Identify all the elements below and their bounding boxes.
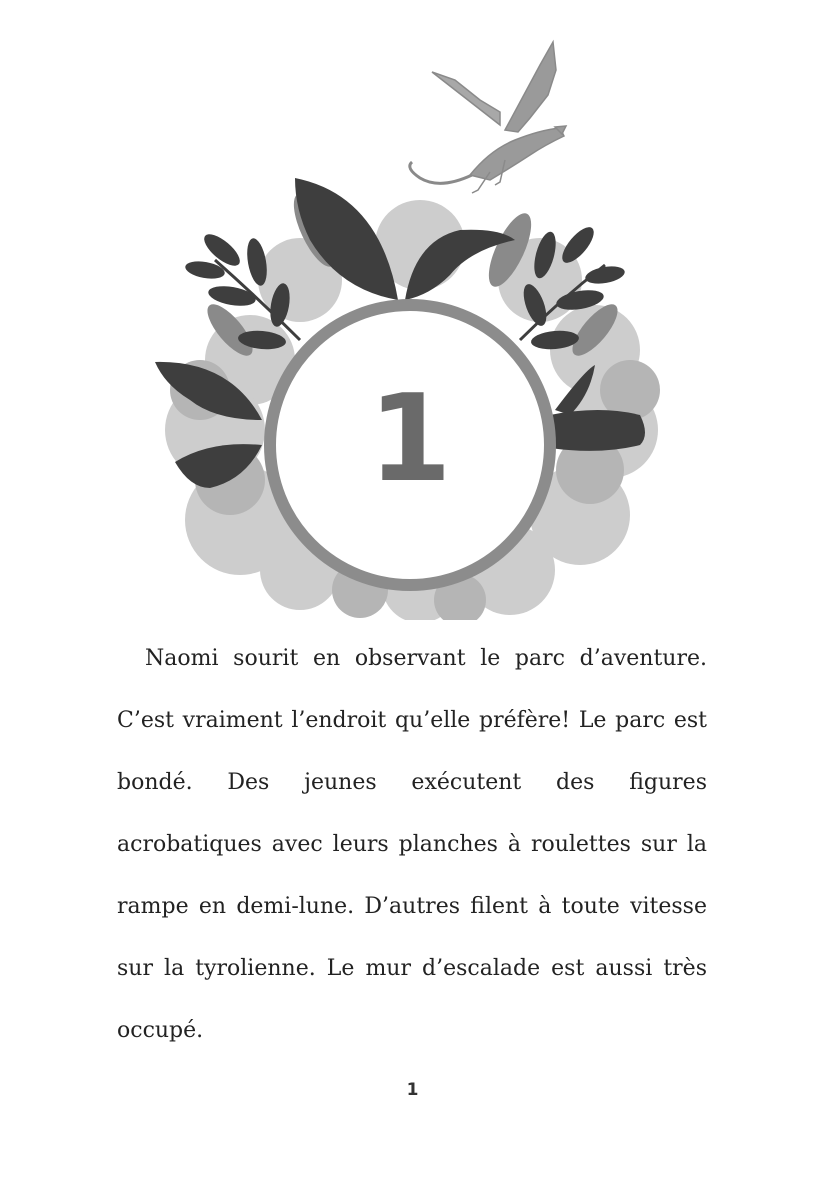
page-number: 1 [406, 1080, 419, 1100]
chapter-paragraph: Naomi sourit en observant le parc d’aventure. C’est vraiment l’endroit qu’elle préfère! Le parc est bondé. Des jeunes exécutent des figures acrobatiques avec leurs planches à roulettes sur la rampe en demi-lune. D’autres filent à toute vitesse sur la tyrolienne. Le mur d’escalade est aussi très occupé. [117, 646, 707, 1043]
chapter-number: 1 [368, 370, 452, 509]
dragon-icon [410, 42, 566, 193]
